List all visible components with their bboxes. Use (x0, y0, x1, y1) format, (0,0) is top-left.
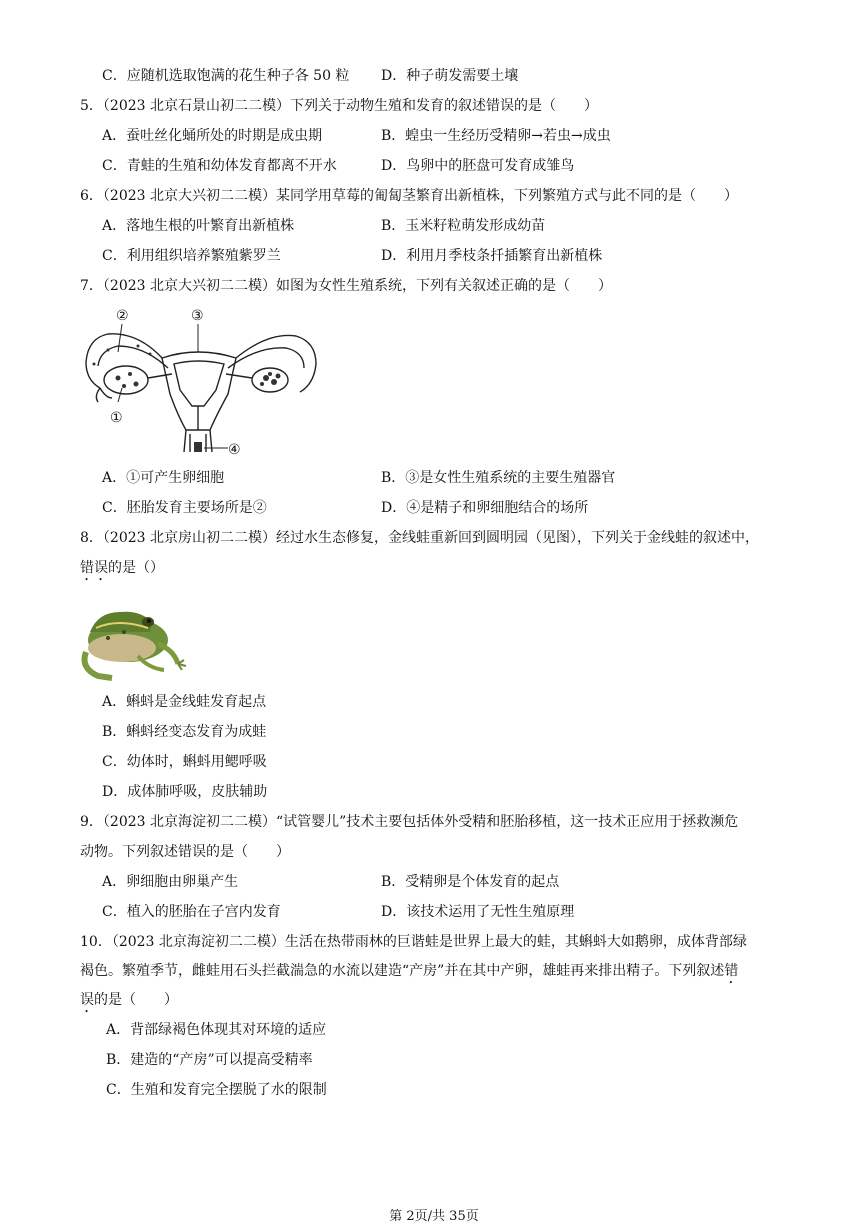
q10-stem-cont-2 (80, 990, 178, 1016)
diagram-label-4: ④ (228, 442, 241, 458)
q7-option-d: D．④是精子和卵细胞结合的场所 (381, 500, 589, 516)
q10-stem-line2: 褐色。繁殖季节，雌蛙用石头拦截湍急的水流以建造“产房”并在其中产卵，雄蛙再来排出精子。下列叙述 (80, 963, 725, 979)
q8-stem-cont (80, 558, 164, 584)
q10-stem-rest: 的是（ ） (94, 992, 178, 1008)
q6-stem: 6．（2023 北京大兴初二二模）某同学用草莓的匍匐茎繁育出新植株，下列繁殖方式与此不同的是（ ） (80, 188, 738, 204)
q5-option-b: B．蝗虫一生经历受精卵→若虫→成虫 (381, 128, 611, 144)
q8-option-c: C．幼体时，蝌蚪用鳃呼吸 (102, 754, 267, 770)
q7-option-c: C．胚胎发育主要场所是② (102, 500, 267, 516)
diagram-label-2: ② (116, 308, 129, 324)
q9-option-d: D．该技术运用了无性生殖原理 (381, 904, 575, 920)
q6-option-d: D．利用月季枝条扦插繁育出新植株 (381, 248, 603, 264)
female-reproductive-system-diagram (78, 302, 324, 462)
q10-option-c: C．生殖和发育完全摆脱了水的限制 (106, 1082, 327, 1098)
diagram-label-1: ① (110, 410, 123, 426)
q7-stem: 7．（2023 北京大兴初二二模）如图为女性生殖系统，下列有关叙述正确的是（ ） (80, 278, 612, 294)
q8-stem: 8．（2023 北京房山初二二模）经过水生态修复，金线蛙重新回到圆明园（见图），下列关于金线蛙的叙述中， (80, 530, 759, 546)
q7-option-a: A．①可产生卵细胞 (102, 470, 225, 486)
q10-emphasis-1: 错 (724, 963, 739, 979)
q10-stem: 10．（2023 北京海淀初二二模）生活在热带雨林的巨谐蛙是世界上最大的蛙，其蝌蚪大如鹅卵，成体背部绿 (80, 934, 747, 950)
q10-stem-cont (80, 961, 738, 987)
frog-image (78, 592, 190, 682)
q8-stem-rest: 的是（） (108, 560, 164, 576)
q10-emphasis-2: 误 (80, 992, 94, 1008)
q9-stem: 9．（2023 北京海淀初二二模）“试管婴儿”技术主要包括体外受精和胚胎移植，这一技术正应用于拯救濒危 (80, 814, 739, 830)
q7-option-b: B．③是女性生殖系统的主要生殖器官 (381, 470, 616, 486)
q8-option-b: B．蝌蚪经变态发育为成蛙 (102, 724, 267, 740)
q5-option-c: C．青蛙的生殖和幼体发育都离不开水 (102, 158, 337, 174)
page-number: 第 2页/共 35页 (389, 1209, 479, 1224)
q8-option-d: D．成体肺呼吸，皮肤辅助 (102, 784, 268, 800)
uterus-diagram-svg (78, 302, 324, 462)
q5-option-d: D．鸟卵中的胚盘可发育成雏鸟 (381, 158, 575, 174)
frog-illustration (78, 592, 190, 682)
q9-option-c: C．植入的胚胎在子宫内发育 (102, 904, 281, 920)
q6-option-b: B．玉米籽粒萌发形成幼苗 (381, 218, 546, 234)
q10-option-b: B．建造的“产房”可以提高受精率 (106, 1052, 313, 1068)
q8-emphasis: 错误 (80, 560, 108, 576)
diagram-label-3: ③ (191, 308, 204, 324)
q6-option-c: C．利用组织培养繁殖紫罗兰 (102, 248, 281, 264)
q9-option-b: B．受精卵是个体发育的起点 (381, 874, 560, 890)
q9-stem-cont: 动物。下列叙述错误的是（ ） (80, 844, 290, 860)
q6-option-a: A．落地生根的叶繁育出新植株 (102, 218, 295, 234)
q4-option-c: C．应随机选取饱满的花生种子各 50 粒 (102, 68, 350, 84)
q8-option-a: A．蝌蚪是金线蛙发育起点 (102, 694, 267, 710)
q5-option-a: A．蚕吐丝化蛹所处的时期是成虫期 (102, 128, 323, 144)
q10-option-a: A．背部绿褐色体现其对环境的适应 (106, 1022, 327, 1038)
q5-stem: 5．（2023 北京石景山初二二模）下列关于动物生殖和发育的叙述错误的是（ ） (80, 98, 598, 114)
q9-option-a: A．卵细胞由卵巢产生 (102, 874, 239, 890)
q4-option-d: D．种子萌发需要土壤 (381, 68, 519, 84)
